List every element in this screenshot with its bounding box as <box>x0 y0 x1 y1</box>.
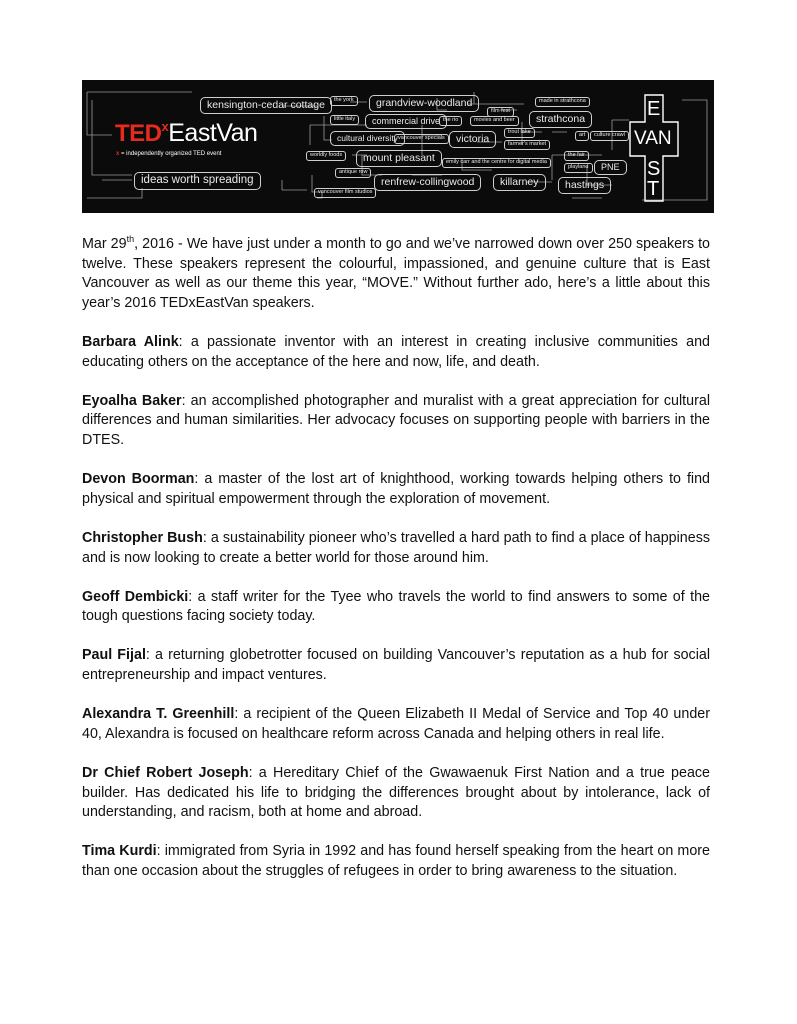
speaker-description: : an accomplished photographer and muralist with a great appreciation for cultural differences and human similarities. Her advocacy focuses on supporting people with barriers in the DTES. <box>82 392 710 448</box>
speaker-name: Devon Boorman <box>82 471 195 488</box>
slogan-tag: ideas worth spreading <box>134 172 261 190</box>
tag-emily-carr: emily carr and the centre for digital media <box>442 158 551 168</box>
tag-culture-crawl: culture crawl <box>590 131 629 141</box>
tag-vancouver-film-studios: vancouver film studios <box>314 188 376 198</box>
speaker-name: Eyoalha Baker <box>82 392 182 409</box>
tag-killarney: killarney <box>493 174 546 191</box>
tag-trout-lake: trout lake <box>504 128 535 138</box>
speaker-entry <box>82 333 710 372</box>
intro-paragraph: Mar 29th, 2016 - We have just under a month to go and we’ve narrowed down over 250 speakers to twelve. These speakers represent the colourful, impassioned, and genuine culture that is East Vancouver as well as our theme this year, “MOVE.” Without further ado, here’s a little about this year’s 2016 TEDxEastVan speakers. <box>82 234 711 311</box>
tag-antique-row: antique row <box>335 168 371 178</box>
speaker-entry <box>82 588 710 627</box>
tag-farmers-market: farmer's market <box>504 140 550 150</box>
tag-kensington-cedar-cottage: kensington-cedar cottage <box>200 97 332 114</box>
tag-art: art <box>575 131 589 141</box>
tedx-eastvan-banner <box>82 80 714 213</box>
tag-vancouver-specials: vancouver specials <box>394 134 449 144</box>
speaker-name: Geoff Dembicki <box>82 588 189 605</box>
speaker-name: Alexandra T. Greenhill <box>82 706 235 723</box>
tag-playland: playland <box>564 163 593 173</box>
speaker-name: Tima Kurdi <box>82 843 157 860</box>
speaker-entry <box>82 392 710 451</box>
speaker-description: : a sustainability pioneer who’s travelled a hard path to find a place of happiness and is now looking to create a better world for those around him. <box>82 529 710 566</box>
speaker-entry <box>82 764 710 823</box>
speaker-description: : a master of the lost art of knighthood, working towards helping others to find physical and spiritual empowerment through the exploration of movement. <box>82 471 711 507</box>
tag-grandview-woodland: grandview-woodland <box>369 95 479 112</box>
tag-the-york: the york <box>330 96 358 106</box>
tag-little-italy: little italy <box>330 115 359 125</box>
speaker-entry <box>82 705 710 744</box>
speaker-name: Barbara Alink <box>82 333 179 350</box>
tag-movies-and-beer: movies and beer <box>470 116 519 126</box>
east-van-cross-logo: E VAN S T <box>629 94 679 202</box>
tag-film-fest: film fest <box>487 107 514 117</box>
speaker-name: Christopher Bush <box>82 529 203 546</box>
article-body <box>82 235 710 882</box>
speaker-entry <box>82 842 710 881</box>
tag-mount-pleasant: mount pleasant <box>356 150 442 167</box>
tag-renfrew-collingwood: renfrew-collingwood <box>374 174 481 191</box>
tag-commercial-drive: commercial drive <box>365 114 447 129</box>
tedx-logo: TED$^x$EastVan <box>115 119 258 147</box>
tag-hastings: hastings <box>558 177 611 194</box>
speaker-entry <box>82 646 710 685</box>
speaker-description: : a recipient of the Queen Elizabeth II Medal of Service and Top 40 under 40, Alexandra is focused on healthcare reform across Canada and helping others in real life. <box>82 706 710 742</box>
speaker-entry <box>82 529 710 568</box>
tag-the-rio: the rio <box>439 116 462 126</box>
tag-made-in-strathcona: made in strathcona <box>535 97 590 107</box>
tag-pne: PNE <box>594 160 627 175</box>
tag-worldly-foods: worldly foods <box>306 151 346 161</box>
tedx-subtitle: x = independently organized TED event <box>116 151 222 157</box>
tag-strathcona: strathcona <box>529 111 592 128</box>
speaker-description: : a staff writer for the Tyee who travels the world to find answers to some of the tough questions facing society today. <box>82 588 710 625</box>
speaker-description: : a passionate inventor with an interest in creating inclusive communities and educating others on the acceptance of the here and now, life, and death. <box>82 333 710 370</box>
tag-the-fair: the fair <box>564 151 589 161</box>
speaker-description: : a returning globetrotter focused on building Vancouver’s reputation as a hub for social entrepreneurship and impact ventures. <box>82 647 711 684</box>
speaker-description: : a Hereditary Chief of the Gwawaenuk First Nation and a true peace builder. Has dedicated his life to bridging the differences brought about by intolerance, lack of understanding, and racism, both at home and abroad. <box>82 765 710 821</box>
tag-cultural-diversity: cultural diversity <box>330 131 405 146</box>
tag-victoria: victoria <box>449 131 496 148</box>
speaker-name: Dr Chief Robert Joseph <box>82 765 249 782</box>
speaker-description: : immigrated from Syria in 1992 and has found herself speaking from the heart on more than one occasion about the struggles of refugees in order to bring awareness to the situation. <box>82 843 710 879</box>
speaker-name: Paul Fijal <box>82 647 146 664</box>
speaker-entry <box>82 470 710 509</box>
